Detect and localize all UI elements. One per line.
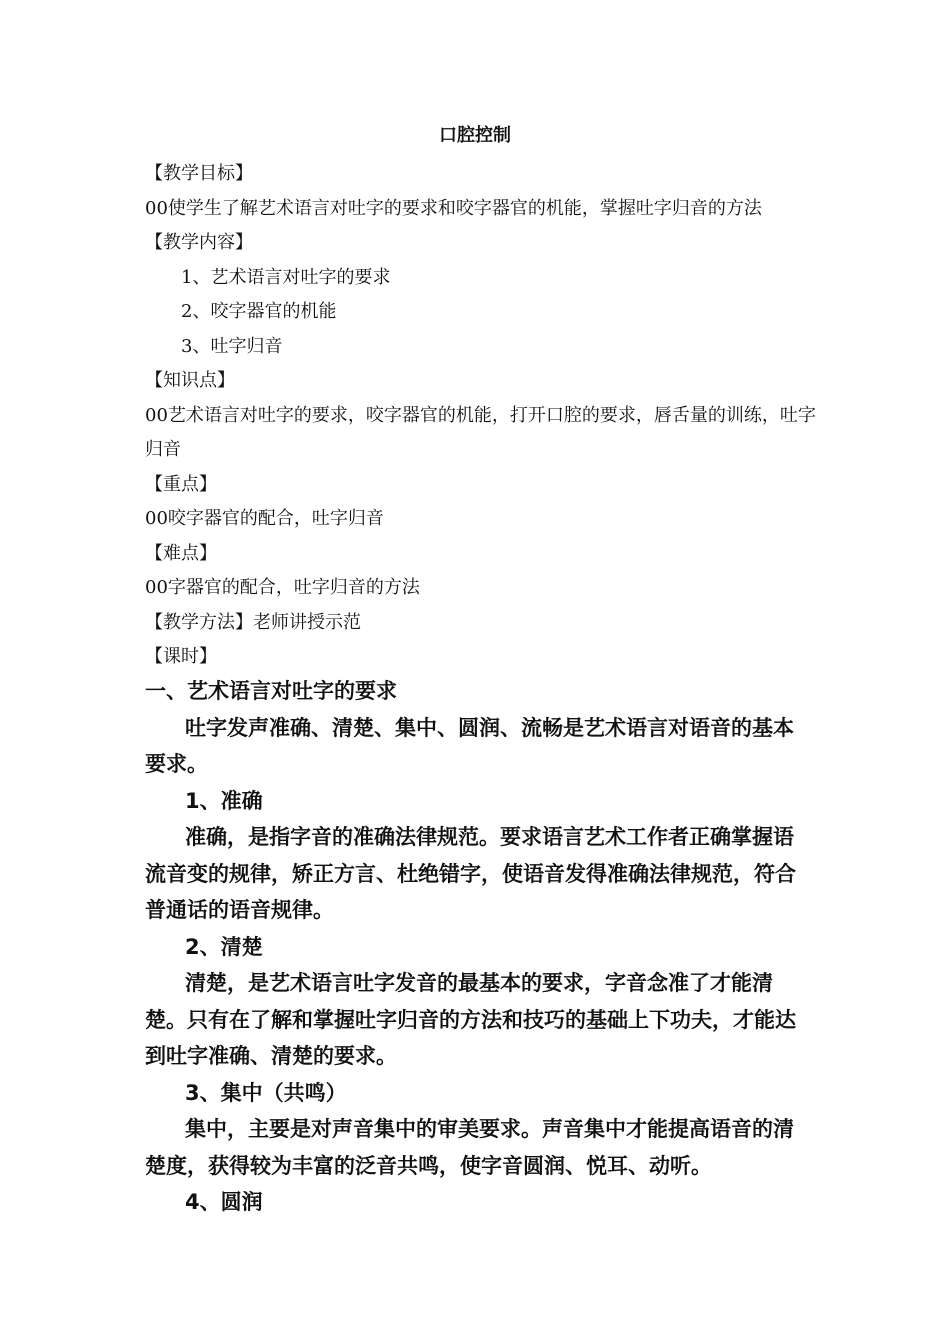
document-title: 口腔控制 bbox=[439, 125, 511, 146]
knowledge-heading: 【知识点】 bbox=[145, 370, 235, 391]
content-heading: 【教学内容】 bbox=[145, 232, 253, 253]
focus-heading: 【重点】 bbox=[145, 473, 217, 495]
focus-text: 00咬字器官的配合，吐字归音 bbox=[145, 508, 384, 529]
lesson-meta bbox=[145, 157, 825, 675]
difficulty-text: 00字器官的配合，吐字归音的方法 bbox=[145, 577, 420, 598]
item-paragraph: 准确，是指字音的准确法律规范。要求语言艺术工作者正确掌握语流音变的规律，矫正方言、杜绝错字，使语音发得准确法律规范，符合普通话的语音规律。 bbox=[145, 825, 796, 922]
item-label: 1、准确 bbox=[185, 788, 263, 813]
intro-paragraph: 吐字发声准确、清楚、集中、圆润、流畅是艺术语言对语音的基本要求。 bbox=[145, 715, 794, 776]
section-heading: 一、艺术语言对吐字的要求 bbox=[145, 679, 397, 703]
hours-heading: 【课时】 bbox=[145, 646, 217, 667]
content-item: 3、吐字归音 bbox=[181, 335, 283, 357]
item-paragraph: 集中，主要是对声音集中的审美要求。声音集中才能提高语音的清楚度，获得较为丰富的泛音共鸣，使字音圆润、悦耳、动听。 bbox=[145, 1117, 794, 1178]
objective-text: 00使学生了解艺术语言对吐字的要求和咬字器官的机能，掌握吐字归音的方法 bbox=[145, 197, 762, 219]
content-item: 2、咬字器官的机能 bbox=[181, 301, 337, 322]
item-label: 4、圆润 bbox=[185, 1190, 263, 1214]
method-heading: 【教学方法】老师讲授示范 bbox=[145, 611, 361, 633]
item-label: 2、清楚 bbox=[185, 934, 263, 959]
item-paragraph: 清楚，是艺术语言吐字发音的最基本的要求，字音念准了才能清楚。只有在了解和掌握吐字归音的方法和技巧的基础上下功夫，才能达到吐字准确、清楚的要求。 bbox=[145, 971, 796, 1068]
item-label: 3、集中（共鸣） bbox=[185, 1080, 347, 1105]
difficulty-heading: 【难点】 bbox=[145, 542, 217, 564]
knowledge-text: 00艺术语言对吐字的要求，咬字器官的机能，打开口腔的要求，唇舌量的训练，吐字归音 bbox=[145, 404, 816, 460]
content-item: 1、艺术语言对吐字的要求 bbox=[181, 266, 391, 288]
lesson-body bbox=[145, 673, 805, 1221]
objective-heading: 【教学目标】 bbox=[145, 163, 253, 184]
